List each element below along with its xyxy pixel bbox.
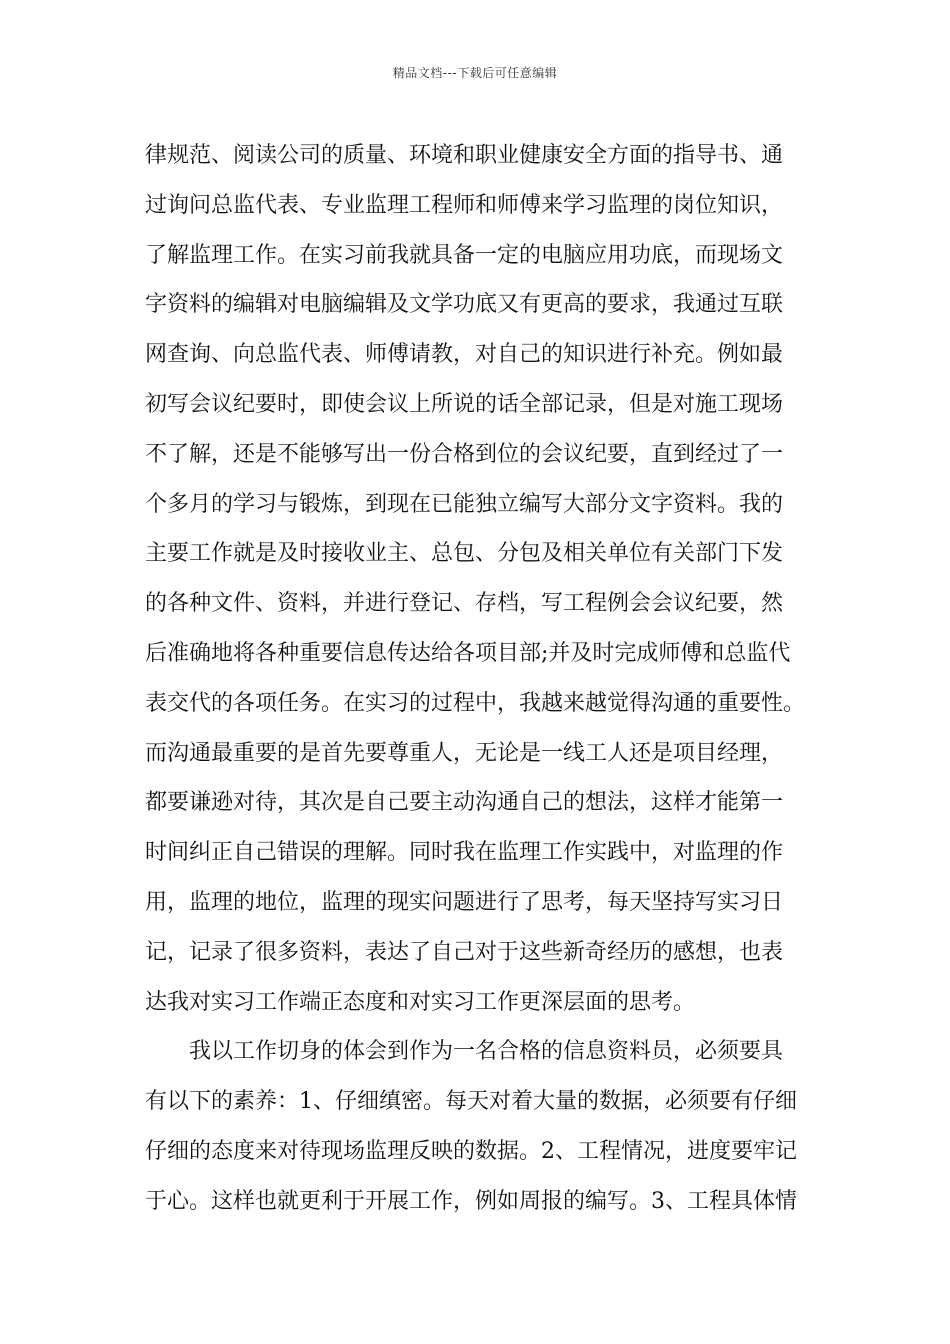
text-line: 过询问总监代表、专业监理工程师和师傅来学习监理的岗位知识， [145,192,784,218]
paragraph-1 [145,131,825,1027]
document-body [145,131,825,1227]
text-line: 个多月的学习与锻炼，到现在已能独立编写大部分文字资料。我的 [145,491,784,517]
text-line: 仔细的态度来对待现场监理反映的数据。2、工程情况，进度要牢记 [145,1138,797,1164]
text-line: 律规范、阅读公司的质量、环境和职业健康安全方面的指导书、通 [145,143,784,168]
paragraph-2 [145,1027,825,1226]
text-line: 都要谦逊对待，其次是自己要主动沟通自己的想法，这样才能第一 [145,790,784,816]
text-line: 表交代的各项任务。在实习的过程中，我越来越觉得沟通的重要性。 [145,690,806,716]
text-line: 用，监理的地位，监理的现实问题进行了思考，每天坚持写实习日 [145,889,784,915]
text-line: 而沟通最重要的是首先要尊重人，无论是一线工人还是项目经理， [145,740,784,766]
text-line: 于心。这样也就更利于开展工作，例如周报的编写。3、工程具体情 [145,1188,797,1214]
text-line: 主要工作就是及时接收业主、总包、分包及相关单位有关部门下发 [145,541,784,567]
page-header: 精品文档---下载后可任意编辑 [392,66,558,80]
text-line: 网查询、向总监代表、师傅请教，对自己的知识进行补充。例如最 [145,342,784,368]
text-line: 后准确地将各种重要信息传达给各项目部;并及时完成师傅和总监代 [145,640,791,666]
text-line: 的各种文件、资料，并进行登记、存档，写工程例会会议纪要，然 [145,591,784,617]
text-line: 记，记录了很多资料，表达了自己对于这些新奇经历的感想，也表 [145,939,784,965]
text-line: 时间纠正自己错误的理解。同时我在监理工作实践中，对监理的作 [145,840,784,866]
text-line: 了解监理工作。在实习前我就具备一定的电脑应用功底，而现场文 [145,242,784,268]
text-line: 不了解，还是不能够写出一份合格到位的会议纪要，直到经过了一 [145,441,784,467]
text-line: 达我对实习工作端正态度和对实习工作更深层面的思考。 [145,989,696,1015]
text-line: 有以下的素养：1、仔细缜密。每天对着大量的数据，必须要有仔细 [145,1089,797,1115]
text-line-first-indented: 我以工作切身的体会到作为一名合格的信息资料员，必须要具 [189,1039,784,1065]
text-line: 初写会议纪要时，即使会议上所说的话全部记录，但是对施工现场 [145,391,784,417]
text-line: 字资料的编辑对电脑编辑及文学功底又有更高的要求，我通过互联 [145,292,784,318]
